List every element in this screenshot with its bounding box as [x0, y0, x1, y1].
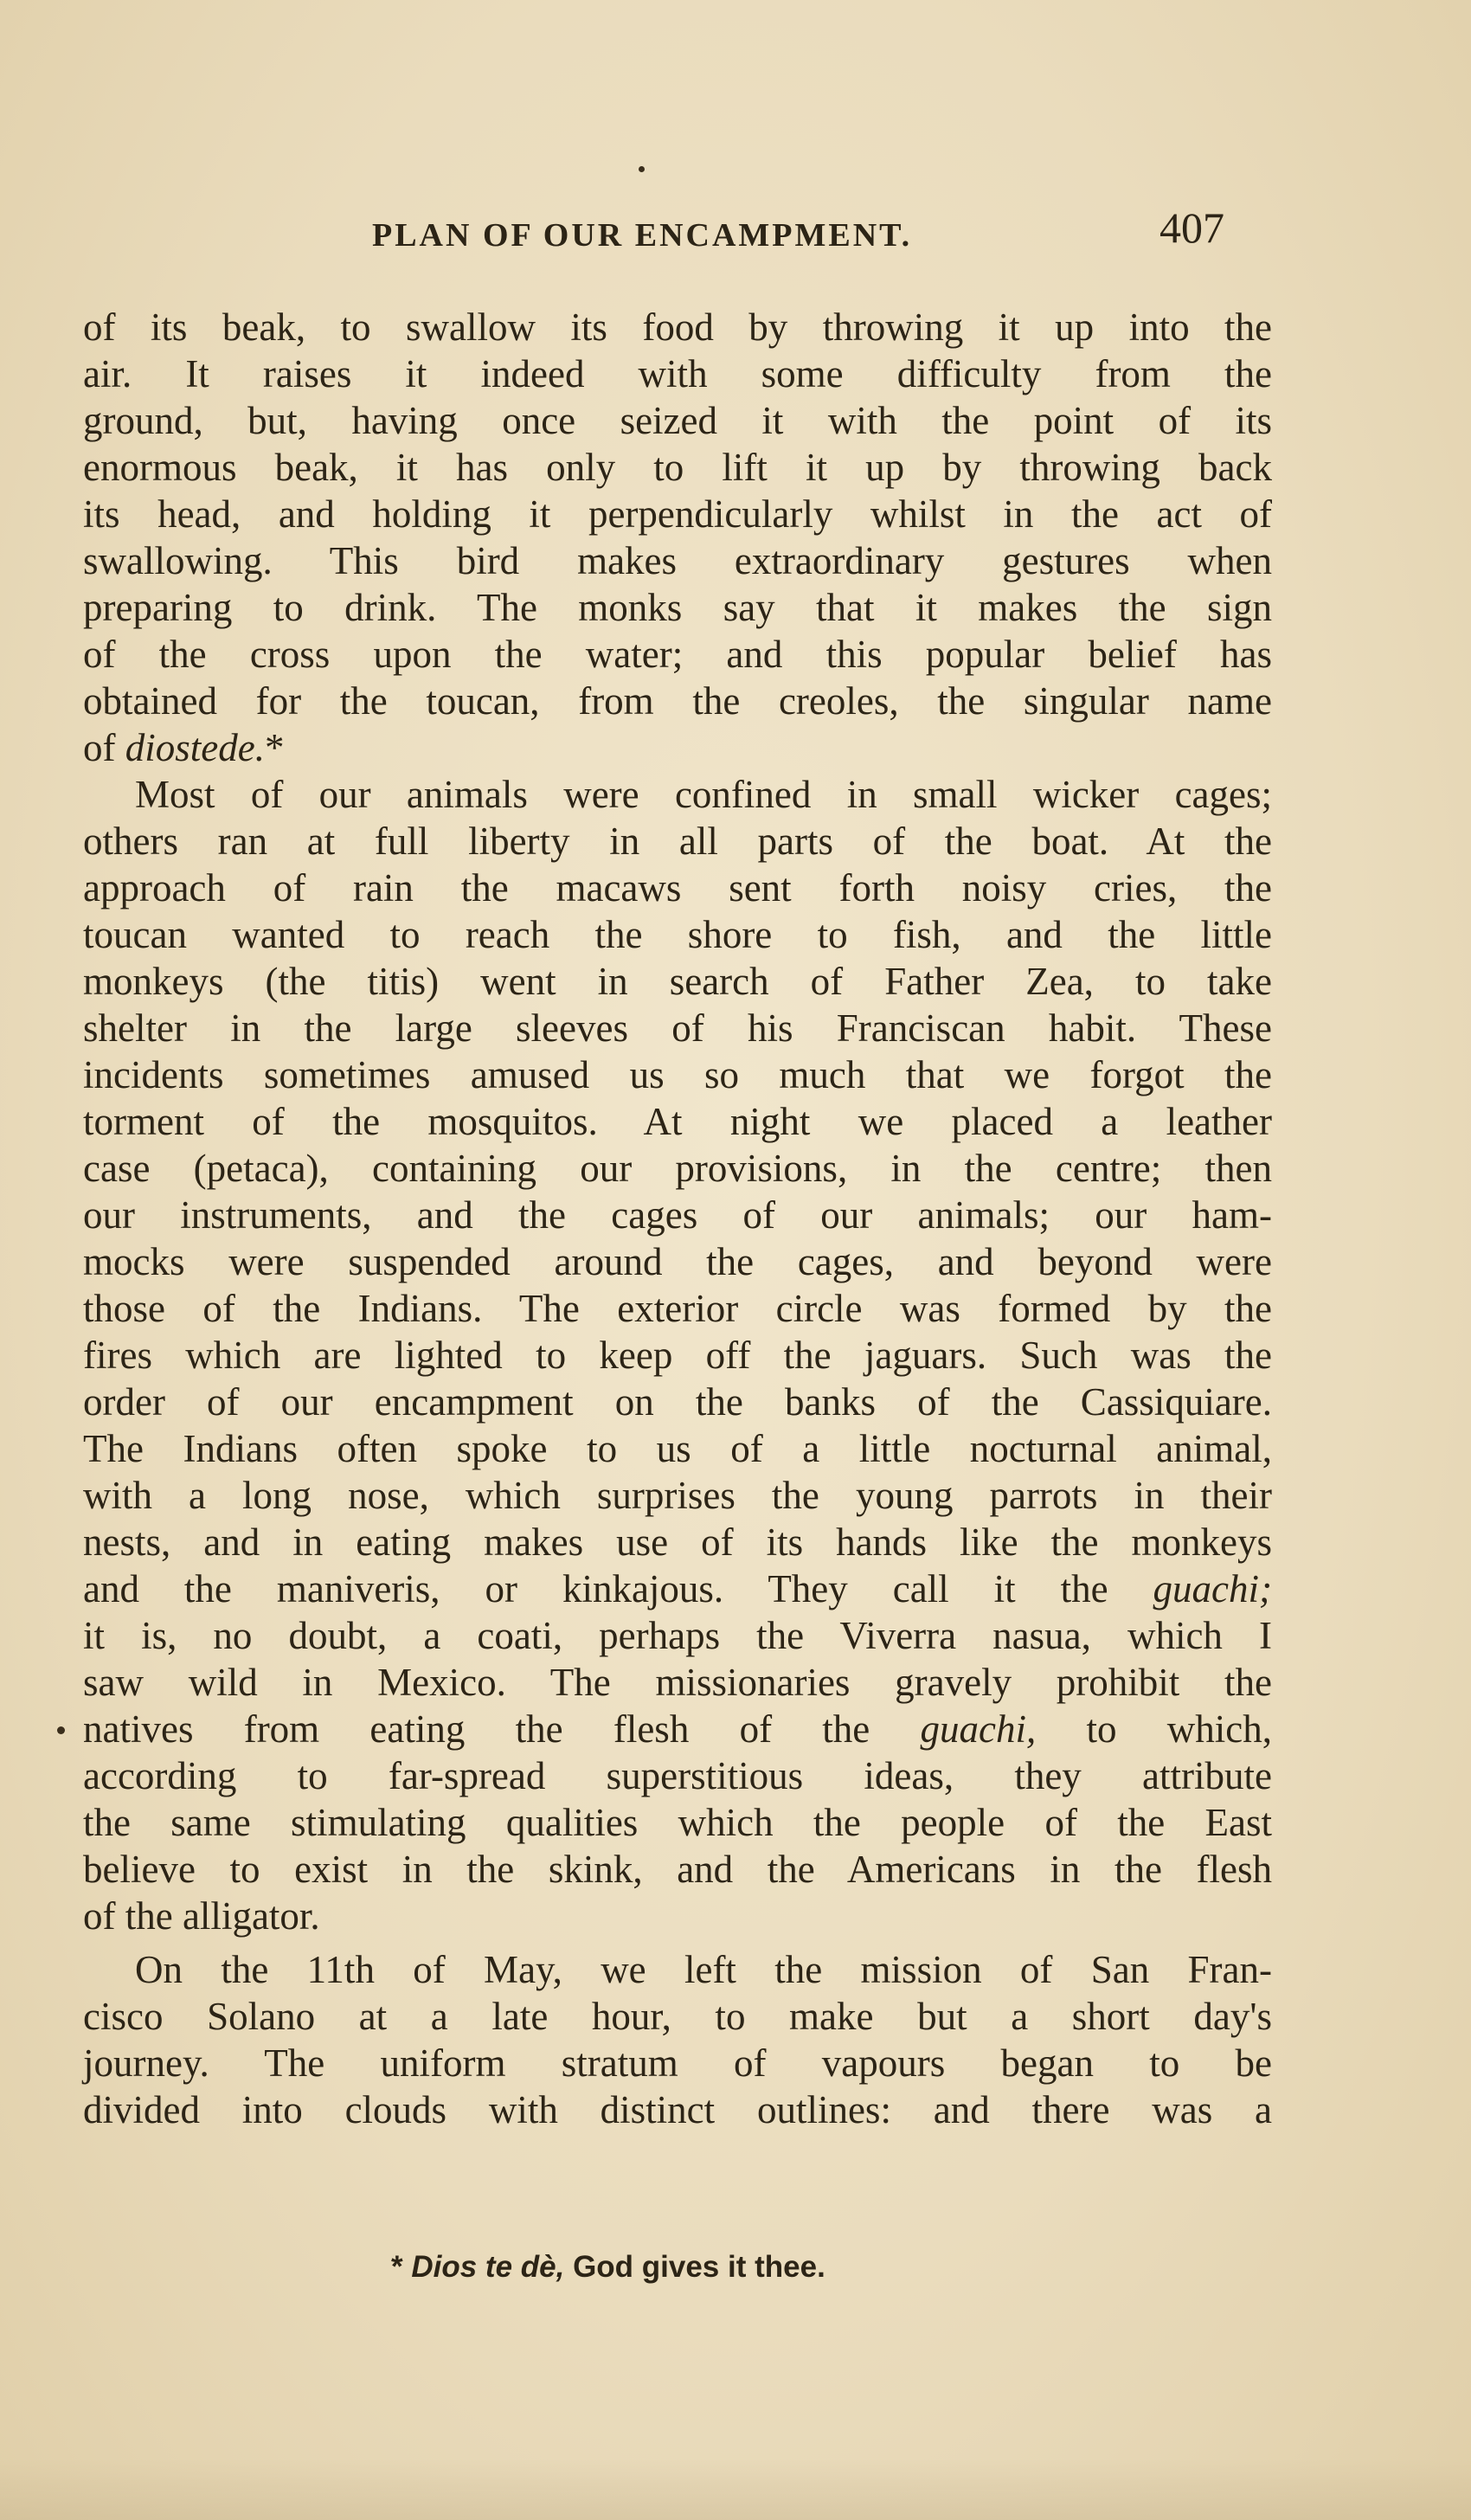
- text-line: saw wild in Mexico. The missionaries gravely prohibit the: [83, 1661, 1272, 1704]
- text-line: [83, 1707, 1272, 1752]
- text-line: nests, and in eating makes use of its hands like the monkeys: [83, 1520, 1272, 1564]
- text-line: cisco Solano at a late hour, to make but a short day's: [83, 1995, 1272, 2038]
- ink-speck: [639, 166, 645, 172]
- text-line: toucan wanted to reach the shore to fish, and the little: [83, 913, 1272, 956]
- text-line: others ran at full liberty in all parts of the boat. At the: [83, 820, 1272, 863]
- text-line: case (petaca), containing our provisions, in the centre; then: [83, 1147, 1272, 1190]
- running-title: PLAN OF OUR ENCAMPMENT.: [372, 217, 913, 254]
- text-line: of the alligator.: [83, 1894, 320, 1938]
- text-line: incidents sometimes amused us so much that we forgot the: [83, 1053, 1272, 1096]
- text-line: divided into clouds with distinct outlines: and there was a: [83, 2088, 1272, 2131]
- footnote-marker: *: [264, 726, 285, 769]
- italic-term-diostede: diostede.: [125, 726, 265, 769]
- text-line: preparing to drink. The monks say that it makes the sign: [83, 586, 1272, 629]
- text-line: mocks were suspended around the cages, and beyond were: [83, 1240, 1272, 1283]
- text-line: monkeys (the titis) went in search of Father Zea, to take: [83, 960, 1272, 1003]
- text-line: fires which are lighted to keep off the jaguars. Such was the: [83, 1334, 1272, 1377]
- text-line: [83, 725, 1272, 770]
- text-fragment: of: [83, 726, 125, 769]
- text-line: On the 11th of May, we left the mission of San Fran-: [135, 1948, 1272, 1991]
- text-line: ground, but, having once seized it with the point of its: [83, 399, 1272, 442]
- footnote-text: God gives it thee.: [564, 2250, 825, 2284]
- text-line: the same stimulating qualities which the people of the East: [83, 1801, 1272, 1844]
- italic-term-guachi: guachi,: [920, 1707, 1037, 1751]
- text-line: obtained for the toucan, from the creoles, the singular name: [83, 679, 1272, 723]
- text-line: air. It raises it indeed with some difficulty from the: [83, 352, 1272, 395]
- text-line: believe to exist in the skink, and the Americans in the flesh: [83, 1848, 1272, 1891]
- ink-speck: [57, 1726, 65, 1734]
- text-line: shelter in the large sleeves of his Franciscan habit. These: [83, 1006, 1272, 1050]
- text-line: The Indians often spoke to us of a little nocturnal animal,: [83, 1427, 1272, 1470]
- text-fragment: to which,: [1036, 1707, 1272, 1751]
- text-line: journey. The uniform stratum of vapours began to be: [83, 2041, 1272, 2085]
- italic-term-guachi: guachi;: [1153, 1567, 1272, 1610]
- text-line: Most of our animals were confined in small wicker cages;: [135, 773, 1272, 816]
- text-fragment: natives from eating the flesh of the: [83, 1707, 921, 1751]
- text-line: with a long nose, which surprises the young parrots in their: [83, 1474, 1272, 1517]
- footnote: [391, 2250, 825, 2285]
- page-number: 407: [1159, 203, 1224, 252]
- text-line: those of the Indians. The exterior circle was formed by the: [83, 1287, 1272, 1330]
- text-line: of its beak, to swallow its food by throwing it up into the: [83, 305, 1272, 349]
- text-line: it is, no doubt, a coati, perhaps the Viverra nasua, which I: [83, 1614, 1272, 1657]
- text-fragment: and the maniveris, or kinkajous. They call it the: [83, 1567, 1153, 1610]
- footnote-italic: Dios te dè,: [411, 2250, 565, 2284]
- text-line: swallowing. This bird makes extraordinary gestures when: [83, 539, 1272, 582]
- text-line: its head, and holding it perpendicularly whilst in the act of: [83, 492, 1272, 536]
- text-line: according to far-spread superstitious ideas, they attribute: [83, 1754, 1272, 1797]
- text-line: torment of the mosquitos. At night we placed a leather: [83, 1100, 1272, 1143]
- text-line: [83, 1566, 1272, 1611]
- text-line: of the cross upon the water; and this popular belief has: [83, 633, 1272, 676]
- text-line: approach of rain the macaws sent forth noisy cries, the: [83, 866, 1272, 910]
- text-line: enormous beak, it has only to lift it up by throwing back: [83, 446, 1272, 489]
- text-line: order of our encampment on the banks of the Cassiquiare.: [83, 1380, 1272, 1424]
- page-edge-shadow: [0, 2459, 1471, 2520]
- text-line: our instruments, and the cages of our animals; our ham-: [83, 1193, 1272, 1237]
- footnote-mark: *: [391, 2250, 403, 2284]
